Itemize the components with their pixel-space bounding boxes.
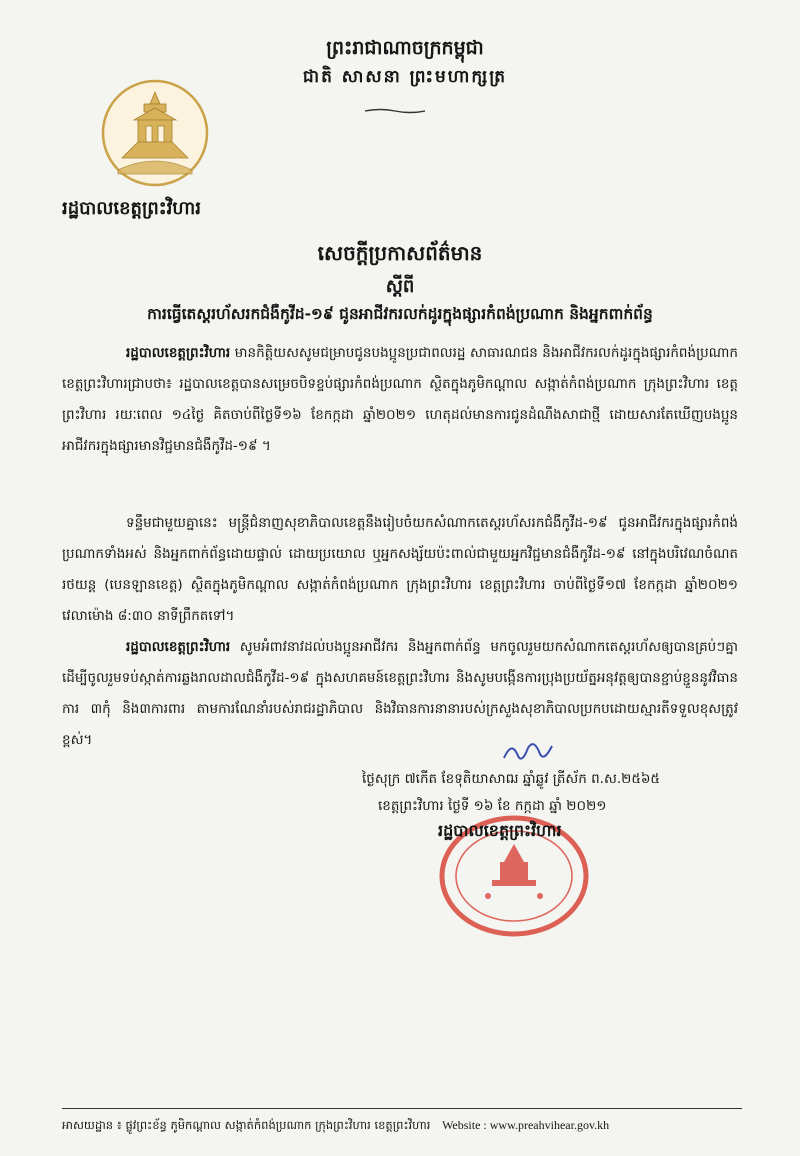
paragraph-1 [62,338,738,462]
paragraph-2-text: ទន្ទឹមជាមួយគ្នានេះ មន្ត្រីជំនាញសុខាភិបាលខេត្តនឹងរៀបចំយកសំណាកតេស្តរហ័សរកជំងឺកូវីដ-១៩ ជូនអាជីវករក្នុងផ្សារកំពង់ប្រណាកទាំងអស់ និងអ្នកពាក់ព័ន្ធដោយផ្ទាល់ ដោយប្រយោល ឬអ្នកសង្ស័យប៉ះពាល់ជាមួយអ្នកវិជ្ជមានជំងឺកូវីដ-១៩ នៅក្នុងបរិវេណចំណតរថយន្ត (បេនឡានខេត្ត) ស្ថិតក្នុងភូមិកណ្តាល សង្កាត់កំពង់ប្រណាក ក្រុងព្រះវិហារ ខេត្តព្រះវិហារ ចាប់ពីថ្ងៃទី១៧ ខែកក្កដា ឆ្នាំ២០២១ វេលាម៉ោង ៨:៣០ នាទីព្រឹកតទៅ។ [62,515,738,624]
paragraph-1-lead: រដ្ឋបាលខេត្តព្រះវិហារ [126,345,231,361]
footer-website: Website : www.preahvihear.gov.kh [442,1118,610,1132]
announcement-subject: ការធ្វើតេស្តរហ័សរកជំងឺកូវីដ-១៩ ជូនអាជីវករលក់ដូរក្នុងផ្សារកំពង់ប្រណាក និងអ្នកពាក់ព័ន្ធ [147,305,653,323]
handwritten-initial [500,736,560,766]
kingdom-title: ព្រះរាជាណាចក្រកម្ពុជា [326,37,484,59]
provincial-emblem [100,78,210,188]
lunar-date: ថ្ងៃសុក្រ ៧កើត ខែទុតិយាសាឍ ឆ្នាំឆ្លូវ ត្រីស័ក ព.ស.២៥៦៥ [362,771,660,787]
flourish-ornament [365,108,425,114]
paragraph-3 [62,632,738,756]
issuing-authority: រដ្ឋបាលខេត្តព្រះវិហារ [62,198,201,219]
announcement-title: សេចក្តីប្រកាសព័ត៌មាន [317,241,483,265]
signing-authority: រដ្ឋបាលខេត្តព្រះវិហារ [438,821,562,840]
footer-divider [62,1108,742,1109]
footer [62,1118,742,1135]
solar-date: ខេត្តព្រះវិហារ ថ្ងៃទី ១៦ ខែ កក្កដា ឆ្នាំ ២០២១ [378,798,607,814]
paragraph-2 [62,508,738,632]
paragraph-3-text: សូមអំពាវនាវដល់បងប្អូនអាជីវករ និងអ្នកពាក់ព័ន្ធ មកចូលរួមយកសំណាកតេស្តរហ័សឲ្យបានគ្រប់ៗគ្នា ដើម្បីចូលរួមទប់ស្កាត់ការឆ្លងរាលដាលជំងឺកូវីដ-១៩ ក្នុងសហគមន៍ខេត្តព្រះវិហារ និងសូមបង្កើនការប្រុងប្រយ័ត្នអនុវត្តឲ្យបានខ្ជាប់ខ្ជួននូវវិធានការ ៣កុំ និង៣ការពារ តាមការណែនាំរបស់រាជរដ្ឋាភិបាល និងវិធានការនានារបស់ក្រសួងសុខាភិបាលប្រកបដោយស្មារតីទទួលខុសត្រូវខ្ពស់។ [62,639,738,748]
paragraph-1-text: មានកិត្តិយសសូមជម្រាបជូនបងប្អូនប្រជាពលរដ្ឋ សាធារណជន និងអាជីវករលក់ដូរក្នុងផ្សារកំពង់ប្រណាក ខេត្តព្រះវិហារជ្រាបថា៖ រដ្ឋបាលខេត្តបានសម្រេចបិទខ្ទប់ផ្សារកំពង់ប្រណាក ស្ថិតក្នុងភូមិកណ្តាល សង្កាត់កំពង់ប្រណាក ក្រុងព្រះវិហារ ខេត្តព្រះវិហារ រយៈពេល ១៤ថ្ងៃ គិតចាប់ពីថ្ងៃទី១៦ ខែកក្កដា ឆ្នាំ២០២១ ហេតុដល់មានការជូនដំណឹងសាជាថ្មី ដោយសារតែឃើញបងប្អូនអាជីវករក្នុងផ្សារមានវិជ្ជមានជំងឺកូវីដ-១៩ ។ [62,345,738,454]
paragraph-3-lead: រដ្ឋបាលខេត្តព្រះវិហារ [126,639,231,655]
announcement-about: ស្តីពី [385,276,415,297]
national-motto: ជាតិ សាសនា ព្រះមហាក្សត្រ [302,67,508,87]
footer-address: អាសយដ្ឋាន ៖ ផ្លូវព្រះខ័ន្ធ ភូមិកណ្តាល សង្កាត់កំពង់ប្រណាក ក្រុងព្រះវិហារ ខេត្តព្រះវិហារ [62,1118,431,1132]
